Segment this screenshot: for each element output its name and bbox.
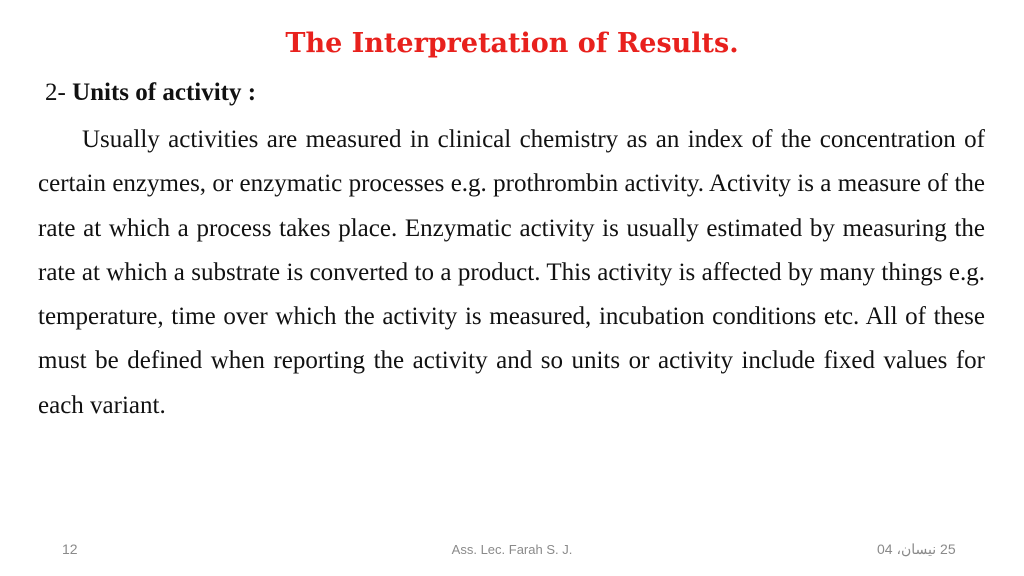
- footer-date: [877, 541, 956, 558]
- slide-title: The Interpretation of Results.: [285, 28, 739, 59]
- section-number: 2-: [45, 79, 73, 106]
- footer-author: Ass. Lec. Farah S. J.: [451, 542, 573, 557]
- body-paragraph: Usually activities are measured in clinical chemistry as an index of the concentration of certain enzymes, or enzymatic processes e.g. prothrombin activity. Activity is a measure of the rate at which a process takes place. Enzymatic activity is usually estimated by measuring the rate at which a substrate is converted to a product. This activity is affected by many things e.g. temperature, time over which the activity is measured, incubation conditions etc. All of these must be defined when reporting the activity and so units or activity include fixed values for each variant.: [38, 126, 985, 419]
- footer-date-text: 25 نيسان، 04: [877, 541, 956, 557]
- section-heading: [45, 79, 256, 107]
- slide-number: 12: [62, 541, 78, 557]
- section-label: Units of activity :: [72, 79, 257, 106]
